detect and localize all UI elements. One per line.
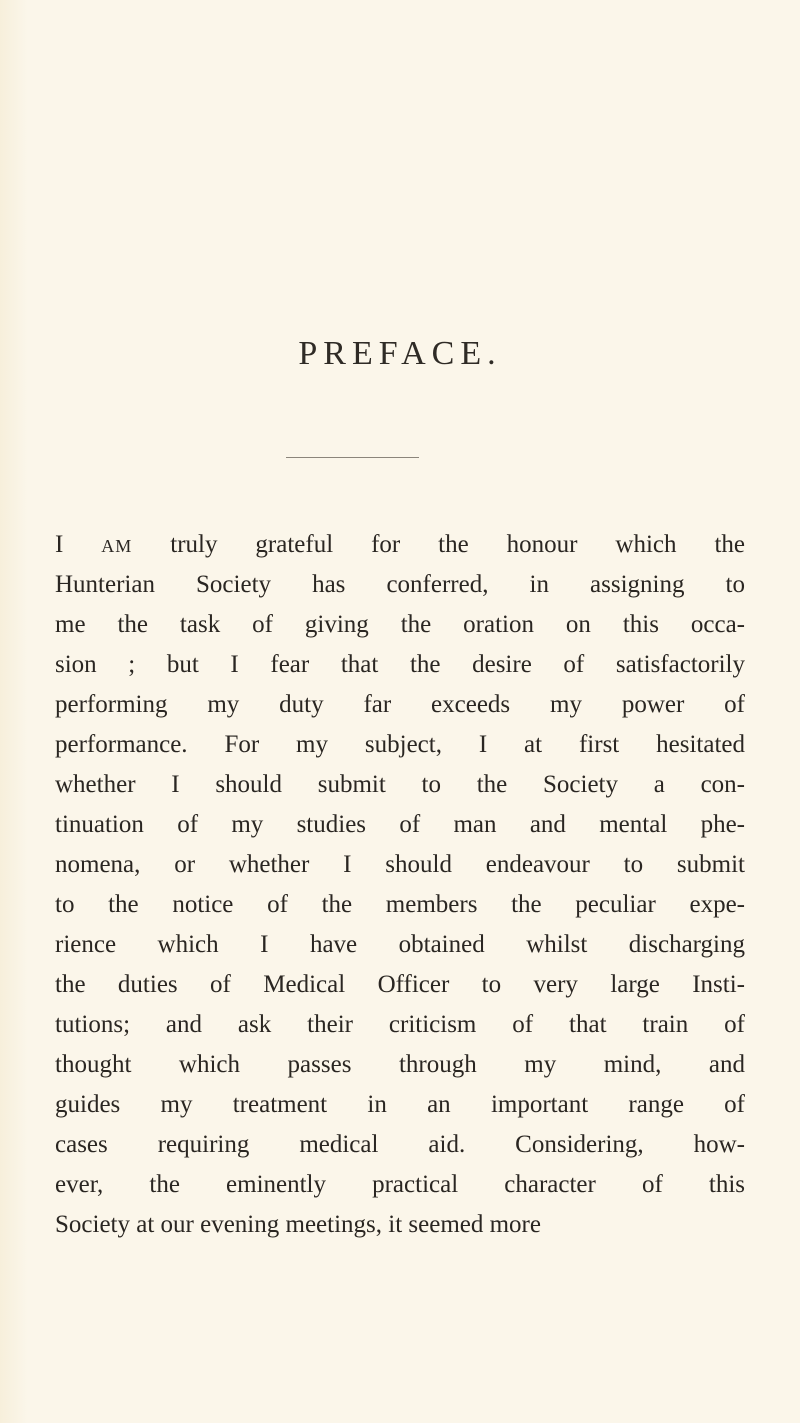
preface-text (55, 525, 745, 1245)
paragraph-line: cases requiring medical aid. Considering, how- (55, 1131, 745, 1158)
paragraph-line-last: Society at our evening meetings, it seemed more (55, 1211, 541, 1238)
paragraph-line: the duties of Medical Officer to very large Insti- (55, 971, 745, 998)
title-divider (286, 457, 419, 458)
paragraph-line: sion ; but I fear that the desire of satisfactorily (55, 651, 745, 678)
paragraph-line: guides my treatment in an important range of (55, 1091, 745, 1118)
paragraph-line: Hunterian Society has conferred, in assigning to (55, 571, 745, 598)
paragraph-line: thought which passes through my mind, and (55, 1051, 745, 1078)
paragraph-line: whether I should submit to the Society a con- (55, 771, 745, 798)
paragraph-line: ever, the eminently practical character of this (55, 1171, 745, 1198)
paragraph-line: rience which I have obtained whilst discharging (55, 931, 745, 958)
paragraph-line: tinuation of my studies of man and mental phe- (55, 811, 745, 838)
opening-small-caps: am (101, 531, 133, 558)
paragraph-line-first (55, 525, 745, 565)
paragraph-line: to the notice of the members the peculiar expe- (55, 891, 745, 918)
page-title: PREFACE. (298, 335, 502, 372)
first-line-text: truly grateful for the honour which the (170, 531, 746, 558)
paragraph-line: performance. For my subject, I at first hesitated (55, 731, 745, 758)
paragraph-line: me the task of giving the oration on this occa- (55, 611, 745, 638)
paragraph-line: tutions; and ask their criticism of that train of (55, 1011, 745, 1038)
opening-word: I (55, 531, 64, 558)
paragraph-line: nomena, or whether I should endeavour to submit (55, 851, 745, 878)
paragraph-line: performing my duty far exceeds my power of (55, 691, 745, 718)
